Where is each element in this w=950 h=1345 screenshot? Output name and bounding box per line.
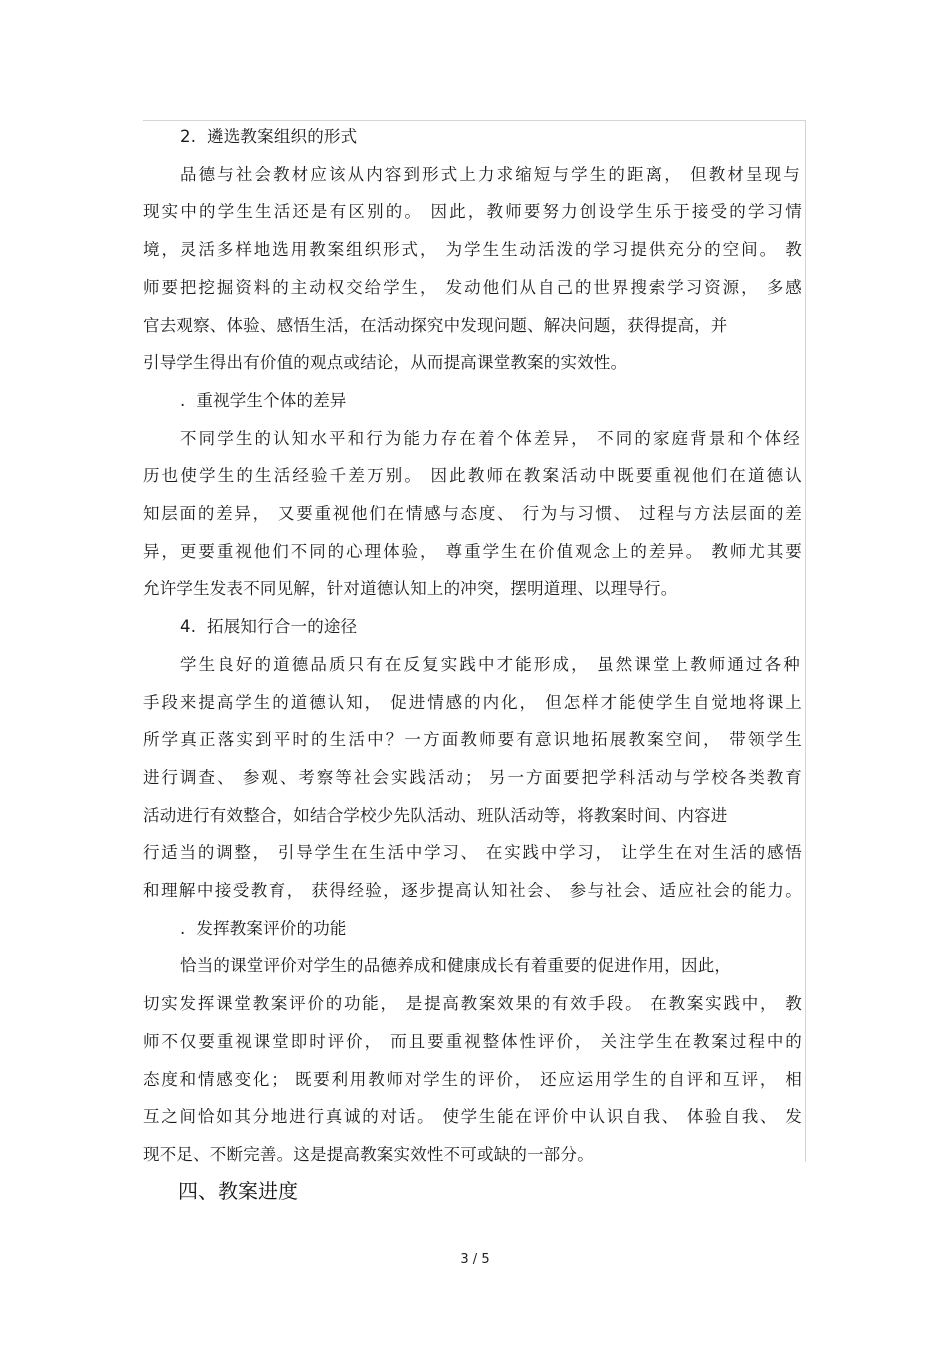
text-line: 允许学生发表不同见解，针对道德认知上的冲突，摆明道理、以理导行。 [143,579,678,599]
text-line: 学生良好的道德品质只有在反复实践中才能形成， 虽然课堂上教师通过各种 [180,654,800,674]
text-line: 知层面的差异， 又要重视他们在情感与态度、 行为与习惯、 过程与方法层面的差 [143,504,802,523]
subheading: 4. 拓展知行合一的途径 [180,617,358,637]
text-line: 师要把挖掘资料的主动权交给学生， 发动他们从自己的世界搜索学习资源， 多感 [143,277,802,297]
text-line: 不同学生的认知水平和行为能力存在着个体差异， 不同的家庭背景和个体经 [180,428,800,448]
subheading: . 发挥教案评价的功能 [180,918,347,938]
text-line: 师不仅要重视课堂即时评价， 而且要重视整体性评价， 关注学生在教案过程中的 [143,1031,802,1051]
text-line: 引导学生得出有价值的观点或结论，从而提高课堂教案的实效性。 [143,353,628,373]
subheading: 2. 遴选教案组织的形式 [180,127,358,146]
text-line: 异，更要重视他们不同的心理体验， 尊重学生在价值观念上的差异。 教师尤其要 [143,541,802,561]
text-line: 互之间恰如其分地进行真诚的对话。 使学生能在评价中认识自我、 体验自我、 发 [143,1107,802,1127]
text-line: 行适当的调整， 引导学生在生活中学习、 在实践中学习， 让学生在对生活的感悟 [143,843,802,863]
text-line: 境，灵活多样地选用教案组织形式， 为学生生动活泼的学习提供充分的空间。 教 [143,240,802,260]
text-line: 现实中的学生生活还是有区别的。 因此，教师要努力创设学生乐于接受的学习情 [143,202,802,222]
text-line: 所学真正落实到平时的生活中？一方面教师要有意识地拓展教案空间， 带领学生 [143,730,802,750]
subheading: . 重视学生个体的差异 [180,390,347,410]
page-number: 3 / 5 [460,1252,490,1267]
text-line: 手段来提高学生的道德认知， 促进情感的内化， 但怎样才能使学生自觉地将课上 [143,692,802,712]
text-line: 和理解中接受教育， 获得经验，逐步提高认知社会、 参与社会、适应社会的能力。 [143,881,802,900]
text-line: 切实发挥课堂教案评价的功能， 是提高教案效果的有效手段。 在教案实践中， 教 [143,994,802,1014]
text-line: 进行调查、 参观、考察等社会实践活动； 另一方面要把学科活动与学校各类教育 [143,767,802,787]
text-line: 态度和情感变化； 既要利用教师对学生的评价， 还应运用学生的自评和互评， 相 [143,1069,802,1089]
text-line: 恰当的课堂评价对学生的品德养成和健康成长有着重要的促进作用，因此， [180,956,732,976]
text-line: 历也使学生的生活经验千差万别。 因此教师在教案活动中既要重视他们在道德认 [143,466,802,486]
text-line: 品德与社会教材应该从内容到形式上力求缩短与学生的距离， 但教材呈现与 [180,164,800,184]
text-line: 活动进行有效整合，如结合学校少先队活动、班队活动等，将教案时间、内容进 [143,805,728,825]
text-line: 官去观察、体验、感悟生活，在活动探究中发现问题、解决问题，获得提高，并 [143,315,728,335]
section-heading: 四、教案进度 [178,1179,298,1203]
text-line: 现不足、不断完善。这是提高教案实效性不可或缺的一部分。 [143,1144,594,1164]
